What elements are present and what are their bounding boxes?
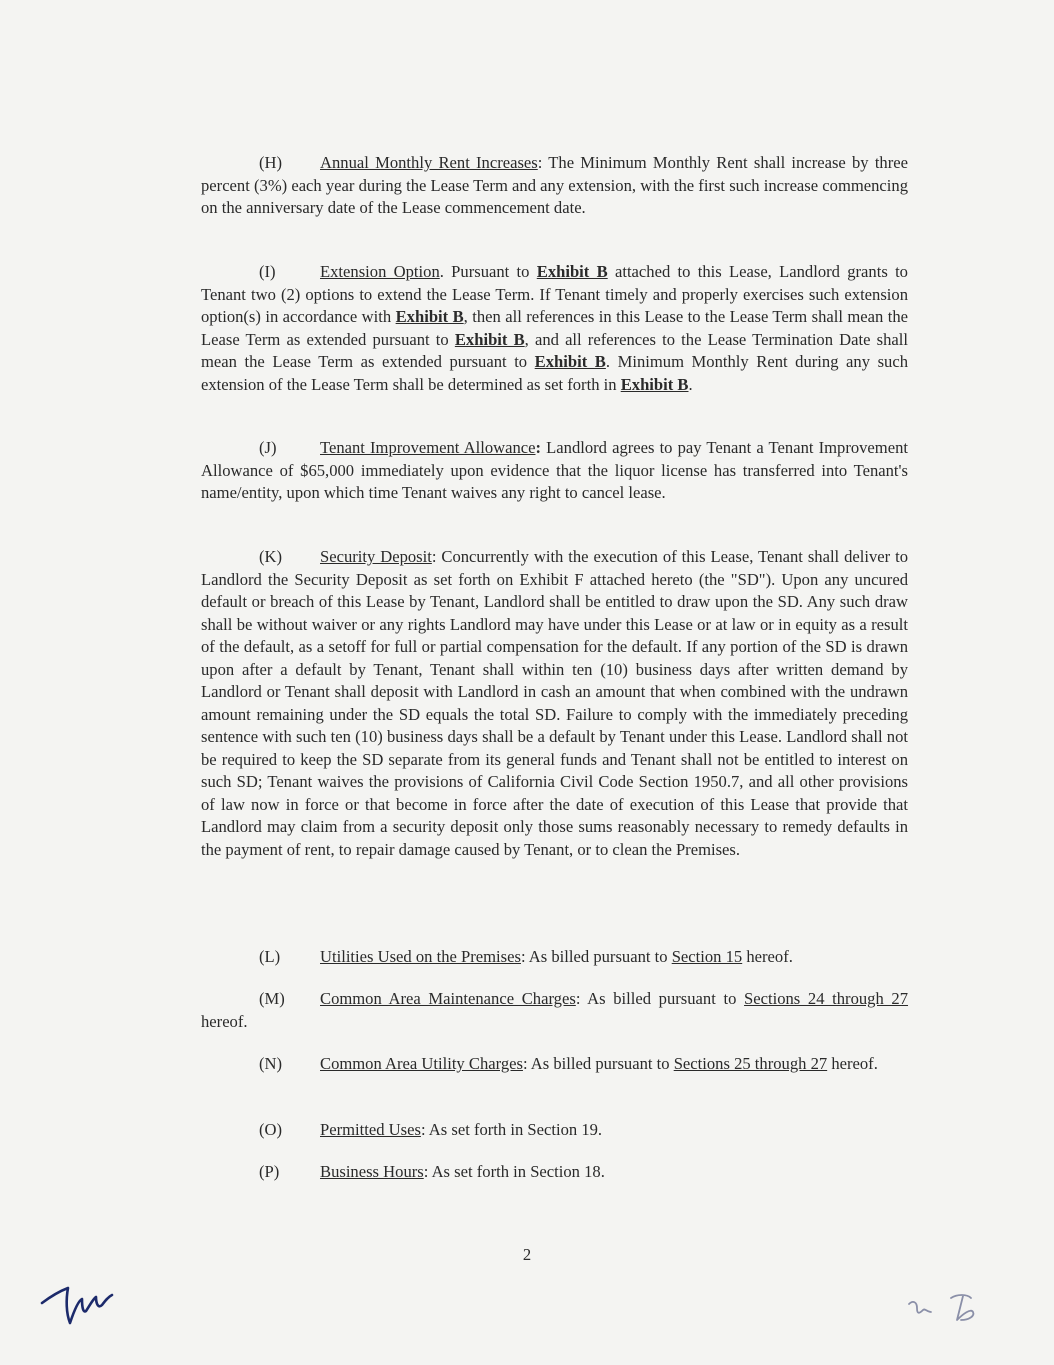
- section-reference: Sections 25 through 27: [673, 1054, 828, 1073]
- paragraph-label: (L): [259, 947, 281, 966]
- paragraph-label: (O): [259, 1120, 283, 1139]
- paragraph-text: : Concurrently with the execution of this Lease, Tenant shall deliver to Landlord the Security Deposit as set forth on Exhibit F attached hereto (the "SD"). Upon any uncured default or breach of this Lease by Tenant, Landlord shall be entitled to draw upon the SD. Any such draw shall be without waiver or any rights Landlord may have under this Lease or at law or in equity as a result of the default, as a setoff for full or partial compensation for the default. If any portion of the SD is drawn upon after a default by Tenant, Tenant shall within ten (10) business days after written demand by Landlord or Tenant shall deposit with Landlord in cash an amount that when combined with the undrawn amount remaining under the SD equals the total SD. Failure to comply with the immediately preceding sentence with such ten (10) business days shall be a default by Tenant under this Lease. Landlord shall not be required to keep the SD separate from its general funds and Tenant shall not be entitled to interest on such SD; Tenant waives the provisions of California Civil Code Section 1950.7, and all other provisions of law now in force or that become in force after the date of execution of this Lease that provide that Landlord may claim from a security deposit only those sums reasonably necessary to remedy defaults in the payment of rent, to repair damage caused by Tenant, or to clean the Premises.: [201, 547, 908, 859]
- paragraph-h: [201, 152, 908, 220]
- paragraph-heading: Utilities Used on the Premises: [320, 947, 521, 966]
- paragraph-text: : As billed pursuant to: [520, 947, 672, 966]
- initials-signature-left-icon: [38, 1283, 118, 1331]
- paragraph-i: [201, 261, 908, 396]
- paragraph-p: [259, 1161, 605, 1184]
- paragraph-text: . Minimum Monthly Rent during any such extension of the Lease Term shall be determined as set forth in: [201, 352, 908, 394]
- paragraph-label: (H): [259, 153, 283, 172]
- exhibit-reference: Exhibit B: [536, 262, 608, 281]
- paragraph-text: , and all references to the Lease Termination Date shall mean the Lease Term as extended pursuant to: [201, 329, 908, 371]
- paragraph-text: .: [688, 374, 693, 394]
- paragraph-label: (N): [259, 1054, 283, 1073]
- paragraph-heading: Extension Option: [320, 262, 440, 281]
- paragraph-l: [259, 946, 793, 969]
- paragraph-label: (K): [259, 547, 283, 566]
- paragraph-text: : As set forth in Section 18.: [423, 1162, 605, 1181]
- section-reference: Sections 24 through 27: [744, 989, 909, 1008]
- exhibit-reference: Exhibit B: [454, 329, 525, 349]
- paragraph-heading: Tenant Improvement Allowance: [320, 438, 536, 457]
- section-reference: Section 15: [671, 947, 743, 966]
- paragraph-heading: Security Deposit: [320, 547, 432, 566]
- paragraph-heading: Common Area Maintenance Charges: [320, 989, 576, 1008]
- paragraph-heading: Business Hours: [320, 1162, 424, 1181]
- paragraph-text: : As billed pursuant to: [522, 1054, 674, 1073]
- paragraph-text: hereof.: [827, 1054, 878, 1073]
- paragraph-text: attached to this Lease, Landlord grants to Tenant two (2) options to extend the Lease Term. If Tenant timely and properly exercises such extension option(s) in accordance with: [201, 262, 908, 326]
- paragraph-text: hereof.: [742, 947, 793, 966]
- paragraph-label: (I): [259, 262, 276, 281]
- paragraph-j: [201, 437, 908, 505]
- paragraph-text: Landlord agrees to pay Tenant a Tenant Improvement Allowance of $65,000 immediately upon evidence that the liquor license has transferred into Tenant's name/entity, upon which time Tenant waives any right to cancel lease.: [201, 438, 908, 502]
- paragraph-heading: Permitted Uses: [320, 1120, 421, 1139]
- paragraph-text: : As billed pursuant to: [575, 989, 745, 1008]
- initials-signature-right-icon: [905, 1290, 985, 1330]
- paragraph-label: (M): [259, 989, 285, 1008]
- heading-colon: :: [535, 438, 542, 457]
- paragraph-label: (J): [259, 438, 277, 457]
- exhibit-reference: Exhibit B: [534, 352, 606, 371]
- paragraph-text: hereof.: [201, 1011, 248, 1031]
- exhibit-reference: Exhibit B: [620, 374, 689, 394]
- paragraph-k: [201, 546, 908, 861]
- paragraph-n: [201, 1053, 908, 1076]
- paragraph-heading: Common Area Utility Charges: [320, 1054, 523, 1073]
- page-number: 2: [522, 1245, 532, 1264]
- paragraph-m: [201, 988, 908, 1033]
- paragraph-text: . Pursuant to: [439, 262, 537, 281]
- paragraph-text: : As set forth in Section 19.: [420, 1120, 603, 1139]
- exhibit-reference: Exhibit B: [395, 307, 464, 326]
- paragraph-text: , then all references in this Lease to the Lease Term shall mean the Lease Term as extended pursuant to: [201, 307, 908, 349]
- paragraph-label: (P): [259, 1162, 280, 1181]
- paragraph-text: : The Minimum Monthly Rent shall increase by three percent (3%) each year during the Lease Term and any extension, with the first such increase commencing on the anniversary date of the Lease commencement date.: [201, 153, 908, 217]
- paragraph-heading: Annual Monthly Rent Increases: [320, 153, 538, 172]
- paragraph-o: [259, 1119, 602, 1142]
